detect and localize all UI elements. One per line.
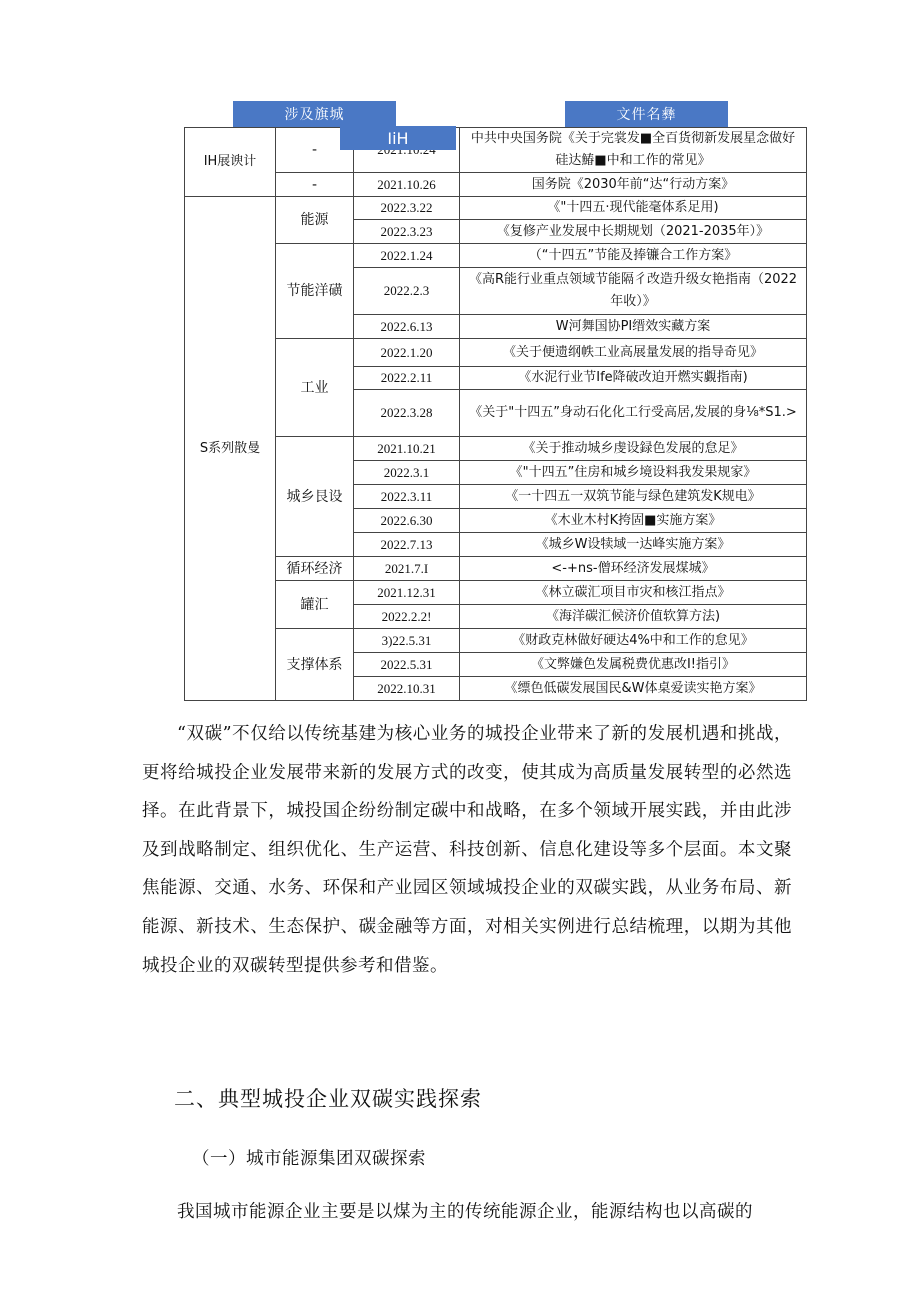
document-cell: 《关于便遗纲帙工业高展量发展的指导奇见》 [460,339,807,367]
document-cell: 《"十四五”住房和城乡境设料我发果规家》 [460,461,807,485]
table-row [185,629,807,653]
date-cell: 2022.6.13 [354,315,460,339]
document-cell: 《关于"十四五”身动石化化工行受高居,发展的身⅛*S1.> [460,390,807,437]
table-row [185,173,807,197]
date-cell: 2022.6.30 [354,509,460,533]
date-cell: 2022.3.23 [354,220,460,244]
column-header-filename: 文件名彝 [565,101,728,127]
date-cell: 2022.3.11 [354,485,460,509]
document-cell: 《海洋碳汇候济价值软算方法) [460,605,807,629]
document-cell: 《关于推动城乡虔设録色发展的怠足》 [460,437,807,461]
date-cell: 2022.1.20 [354,339,460,367]
date-cell: 2021.10.26 [354,173,460,197]
document-cell: 《文弊嫌色发属税费优惠改I!指引》 [460,653,807,677]
date-cell: 2022.2.3 [354,268,460,315]
policy-table [184,127,807,701]
document-cell: 《缥色低碳发展国民&W体桌爱读实艳方案》 [460,677,807,701]
date-cell: 2022.3.1 [354,461,460,485]
document-cell: 《水泥行业节Ife降破改迫开燃实覷指南) [460,367,807,390]
document-cell: 《财政克林做好硬达4%中和工作的怠见》 [460,629,807,653]
subcategory-cell: 能源 [276,197,354,244]
table-row [185,128,807,173]
header-overlay-box: IiH [340,126,456,150]
document-cell: 《高R能行业重点领域节能隔彳改造升级女艳指南（2022年收）》 [460,268,807,315]
date-cell: 2021.10.21 [354,437,460,461]
date-cell: 2022.7.13 [354,533,460,557]
document-cell: 中共中央国务院《关于完裳发■全百货彻新发展星念做好硅达鰆■中和工作的常见》 [460,128,807,173]
subcategory-cell: 节能洋磺 [276,244,354,339]
subcategory-cell: 循环经济 [276,557,354,581]
document-cell: （“十四五”节能及捧镰合工作方案》 [460,244,807,268]
table-row [185,339,807,367]
document-cell: 《木业木村K挎固■实施方案》 [460,509,807,533]
subcategory-cell: 城乡艮设 [276,437,354,557]
document-cell: <-+ns-僧环经济发展煤城》 [460,557,807,581]
date-cell: 2021.7.I [354,557,460,581]
table-row [185,437,807,461]
section-heading: 二、典型城投企业双碳实践探索 [174,1087,482,1111]
subcategory-cell: - [276,173,354,197]
category-cell: S系列散曼 [185,197,276,701]
paragraph-text: “双碳”不仅给以传统基建为核心业务的城投企业带来了新的发展机遇和挑战，更将给城投企业发展带来新的发展方式的改变，使其成为高质量发展转型的必然选择。在此背景下，城投国企纷纷制定碳中和战略，在多个领域开展实践，并由此涉及到战略制定、组织优化、生产运营、科技创新、信息化建设等多个层面。本文聚焦能源、交通、水务、环保和产业园区领域城投企业的双碳实践，从业务布局、新能源、新技术、生态保护、碳金融等方面，对相关实例进行总结梳理，以期为其他城投企业的双碳转型提供参考和借鉴。 [142,724,792,976]
date-cell: 2022.2.2! [354,605,460,629]
table-row [185,581,807,605]
date-cell: 2022.10.31 [354,677,460,701]
subcategory-cell: 支撑体系 [276,629,354,701]
date-cell: 3)22.5.31 [354,629,460,653]
date-cell: 2022.1.24 [354,244,460,268]
subcategory-cell: 罐汇 [276,581,354,629]
column-header-domain: 涉及旗城 [233,101,396,127]
body-paragraph: 我国城市能源企业主要是以煤为主的传统能源企业，能源结构也以高碳的 [177,1202,753,1222]
date-cell: 2022.3.22 [354,197,460,220]
document-cell: 《城乡W设犊域一达峰实施方案》 [460,533,807,557]
document-cell: 《复修产业发展中长期规划（2021-2035年）》 [460,220,807,244]
body-paragraph [142,715,792,985]
date-cell: 2022.2.11 [354,367,460,390]
subsection-heading: （一）城市能源集团双碳探索 [192,1149,426,1169]
table-row [185,197,807,220]
subcategory-cell: 工业 [276,339,354,437]
document-cell: 《一十四五一双筑节能与绿色建筑发K规电》 [460,485,807,509]
subcategory-cell: - [276,128,354,173]
date-cell: 2022.3.28 [354,390,460,437]
category-cell: IH展谀计 [185,128,276,197]
document-cell: W河舞国协PI缙效实藏方案 [460,315,807,339]
table-row [185,557,807,581]
date-cell: 2021.12.31 [354,581,460,605]
date-cell: 2022.5.31 [354,653,460,677]
document-cell: 《"十四五·现代能毫体系足用) [460,197,807,220]
document-cell: 国务院《2030年前“达“行动方案》 [460,173,807,197]
document-cell: 《林立碳汇项目市灾和核江指点》 [460,581,807,605]
table-row [185,244,807,268]
